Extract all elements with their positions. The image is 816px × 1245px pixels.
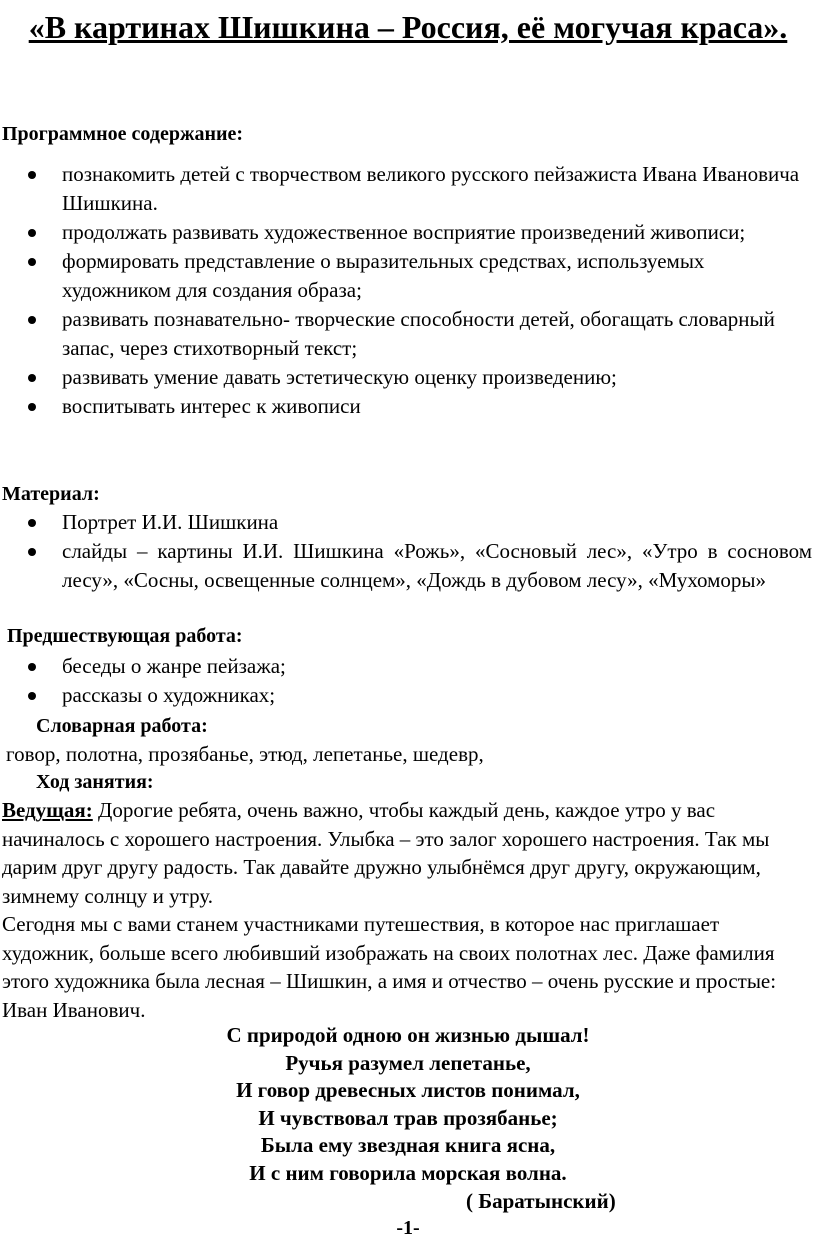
bullet-icon bbox=[28, 316, 36, 324]
bullet-icon bbox=[28, 519, 36, 527]
list-item: воспитывать интерес к живописи bbox=[0, 392, 800, 421]
poem-author: ( Баратынский) bbox=[466, 1189, 616, 1213]
poem-line: С природой одною он жизнью дышал! bbox=[226, 1023, 590, 1047]
poem-line: И чувствовал трав прозябанье; bbox=[258, 1105, 558, 1130]
list-item: рассказы о художниках; bbox=[0, 681, 800, 710]
list-item: Портрет И.И. Шишкина bbox=[0, 508, 812, 537]
list-item: познакомить детей с творчеством великого русского пейзажиста Ивана Ивановича Шишкина. bbox=[0, 160, 800, 218]
poem bbox=[0, 1022, 816, 1187]
poem-line: И с ним говорила морская волна. bbox=[249, 1160, 567, 1185]
bullet-icon bbox=[28, 258, 36, 266]
page-title: «В картинах Шишкина – Россия, её могучая краса». bbox=[28, 9, 788, 45]
bullet-icon bbox=[28, 692, 36, 700]
speaker-label: Ведущая: bbox=[2, 798, 93, 822]
bullet-icon bbox=[28, 548, 36, 556]
vocabulary-heading: Словарная работа: bbox=[36, 715, 208, 737]
lesson-paragraph-2: Сегодня мы с вами станем участниками путешествия, в которое нас приглашает художник, больше всего любивший изображать на своих полотнах лес. Даже фамилия этого художника была лесная – Шишкин, а имя и отчество – очень русские и простые: Иван Иванович. bbox=[2, 912, 777, 1022]
poem-line: Была ему звездная книга ясна, bbox=[260, 1133, 556, 1157]
list-item: формировать представление о выразительных средствах, используемых художником для создания образа; bbox=[0, 247, 800, 305]
program-heading: Программное содержание: bbox=[2, 123, 244, 145]
bullet-icon bbox=[28, 229, 36, 237]
material-heading: Материал: bbox=[2, 483, 100, 505]
material-list bbox=[0, 508, 812, 595]
bullet-icon bbox=[28, 171, 36, 179]
lesson-heading: Ход занятия: bbox=[36, 771, 154, 793]
lesson-paragraph-1: Ведущая: Дорогие ребята, очень важно, чтобы каждый день, каждое утро у вас начиналось с хорошего настроения. Улыбка – это залог хорошего настроения. Так мы дарим друг другу радость. Так давайте дружно улыбнёмся друг другу, окружающим, зимнему солнцу и утру. bbox=[2, 798, 770, 908]
list-item: развивать умение давать эстетическую оценку произведению; bbox=[0, 363, 800, 392]
poem-line: И говор древесных листов понимал, bbox=[236, 1078, 580, 1102]
page-number: -1- bbox=[396, 1217, 420, 1239]
previous-work-heading: Предшествующая работа: bbox=[7, 625, 243, 647]
program-list bbox=[0, 160, 800, 421]
previous-work-list bbox=[0, 652, 800, 710]
list-item: беседы о жанре пейзажа; bbox=[0, 652, 800, 681]
bullet-icon bbox=[28, 403, 36, 411]
bullet-icon bbox=[28, 663, 36, 671]
list-item: продолжать развивать художественное восприятие произведений живописи; bbox=[0, 218, 800, 247]
list-item: слайды – картины И.И. Шишкина «Рожь», «Сосновый лес», «Утро в сосновом лесу», «Сосны, освещенные солнцем», «Дождь в дубовом лесу», «Мухоморы» bbox=[0, 537, 812, 595]
vocabulary-text: говор, полотна, прозябанье, этюд, лепетанье, шедевр, bbox=[6, 742, 484, 766]
poem-line: Ручья разумел лепетанье, bbox=[285, 1050, 531, 1075]
list-item: развивать познавательно- творческие способности детей, обогащать словарный запас, через стихотворный текст; bbox=[0, 305, 800, 363]
bullet-icon bbox=[28, 374, 36, 382]
